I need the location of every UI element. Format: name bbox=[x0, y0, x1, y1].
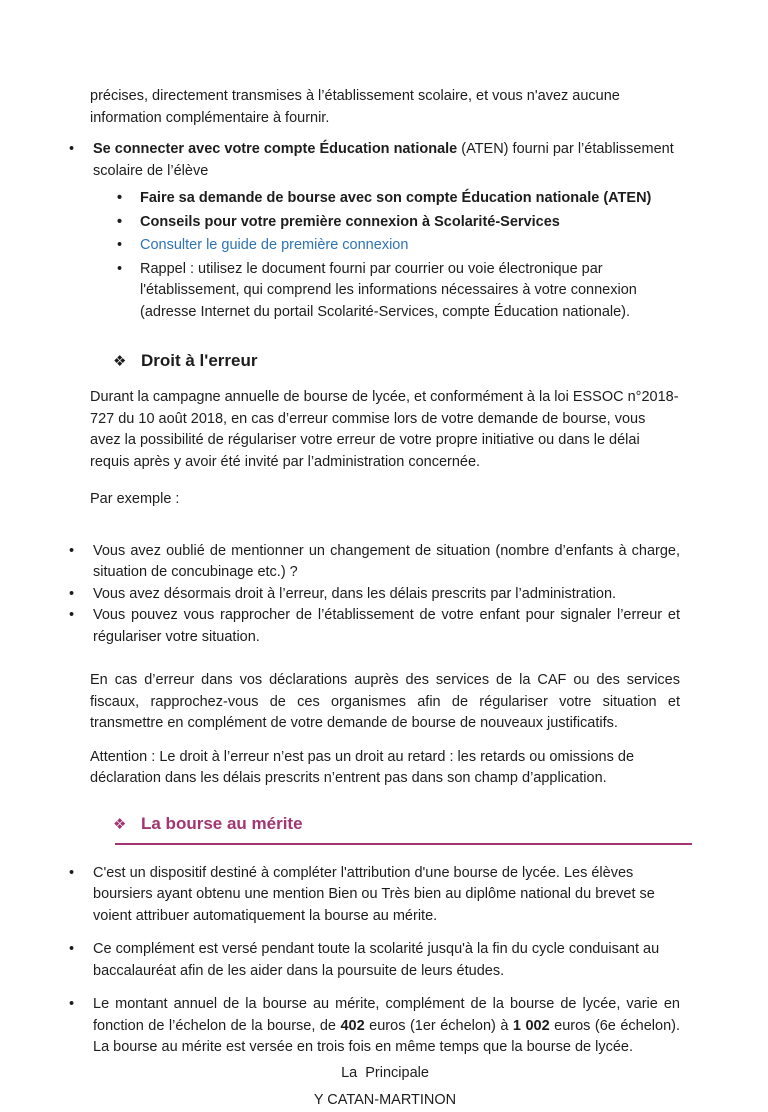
sub-bullet-guide bbox=[115, 235, 680, 257]
bullet-icon: • bbox=[69, 607, 75, 623]
section-rule bbox=[115, 843, 692, 845]
diamond-icon: ❖ bbox=[113, 352, 127, 370]
bullet-icon: • bbox=[69, 542, 75, 559]
bullet-complement-verse bbox=[66, 939, 680, 982]
para-attention: Attention : Le droit à l’erreur n’est pas un droit au retard : les retards ou omissions de déclaration dans les délais prescrits n’entrent pas dans son champ d’application. bbox=[90, 748, 635, 786]
bullet-icon: • bbox=[69, 941, 75, 957]
document-content bbox=[69, 86, 680, 1112]
bullet-oubli-changement-text: Vous avez oublié de mentionner un changement de situation (nombre d’enfants à charge, situation de concubinage etc.) ? bbox=[93, 542, 680, 580]
bullet-droit-erreur-delais-text: Vous avez désormais droit à l’erreur, dans les délais prescrits par l’administration. bbox=[93, 585, 617, 602]
bullet-rapprocher-etablissement-text: Vous pouvez vous rapprocher de l’établissement de votre enfant pour signaler l’erreur et régulariser votre situation. bbox=[93, 607, 680, 645]
section-heading-bourse-merite-text: La bourse au mérite bbox=[141, 813, 303, 833]
bullet-dispositif bbox=[66, 863, 680, 928]
sub-bullet-faire-demande-text: Faire sa demande de bourse avec son compte Éducation nationale (ATEN) bbox=[140, 190, 652, 206]
bullet-complement-verse-text: Ce complément est versé pendant toute la scolarité jusqu'à la fin du cycle conduisant au baccalauréat afin de les aider dans la poursuite de leurs études. bbox=[93, 941, 660, 979]
sub-bullet-conseils bbox=[115, 212, 680, 234]
diamond-icon: ❖ bbox=[113, 814, 127, 833]
bullet-icon: • bbox=[117, 190, 123, 206]
sub-bullet-faire-demande bbox=[115, 188, 680, 210]
bullet-icon: • bbox=[117, 213, 123, 230]
para-durant-campagne: Durant la campagne annuelle de bourse de lycée, et conformément à la loi ESSOC n°2018-727 du 10 août 2018, en cas d’erreur commise lors de votre demande de bourse, vous avez la possibilité de régulariser votre erreur de votre propre initiative ou dans le délai requis après y avoir été invité par l’administration concernée. bbox=[90, 389, 679, 470]
section-heading-droit-erreur-text: Droit à l'erreur bbox=[141, 351, 258, 370]
section-heading-droit-erreur bbox=[113, 349, 680, 373]
sub-bullet-rappel bbox=[115, 259, 680, 324]
bullet-se-connecter bbox=[66, 139, 680, 182]
link-guide-premiere-connexion[interactable]: Consulter le guide de première connexion bbox=[140, 237, 409, 253]
signature-name: Y CATAN-MARTINON bbox=[313, 1092, 457, 1108]
bullet-montant-annuel bbox=[66, 994, 680, 1059]
bullet-se-connecter-text: Se connecter avec votre compte Éducation nationale (ATEN) fourni par l’établissement scolaire de l’élève bbox=[93, 141, 674, 179]
section-heading-bourse-merite bbox=[113, 812, 680, 836]
bullet-rapprocher-etablissement bbox=[66, 605, 680, 648]
para-en-cas-erreur: En cas d’erreur dans vos déclarations auprès des services de la CAF ou des services fiscaux, rapprochez-vous de ces organismes afin de régulariser votre situation et transmettre en complément de votre demande de bourse de nouveaux justificatifs. bbox=[90, 672, 680, 731]
sub-bullet-rappel-text: Rappel : utilisez le document fourni par courrier ou voie électronique par l'établissement, qui comprend les informations nécessaires à votre connexion (adresse Internet du portail Scolarité-Services, compte Éducation nationale). bbox=[140, 260, 637, 320]
paragraph-continuation: précises, directement transmises à l’établissement scolaire, et vous n'avez aucune information complémentaire à fournir. bbox=[90, 88, 620, 126]
bullet-montant-annuel-text: Le montant annuel de la bourse au mérite, complément de la bourse de lycée, varie en fonction de l’échelon de la bourse, de 402 euros (1er échelon) à 1 002 euros (6e échelon). La bourse au mérite est versée en trois fois en même temps que la bourse de lycée. bbox=[93, 996, 680, 1055]
para-par-exemple: Par exemple : bbox=[90, 491, 180, 507]
bullet-icon: • bbox=[117, 237, 123, 253]
bullet-icon: • bbox=[69, 585, 75, 602]
signature-role: La Principale bbox=[341, 1064, 429, 1081]
bullet-dispositif-text: C'est un dispositif destiné à compléter l'attribution d'une bourse de lycée. Les élèves boursiers ayant obtenu une mention Bien ou Très bien au diplôme national du brevet se voient attribuer automatiquement la bourse au mérite. bbox=[93, 864, 655, 924]
bullet-icon: • bbox=[69, 996, 75, 1012]
bullet-droit-erreur-delais bbox=[66, 584, 680, 606]
bullet-oubli-changement bbox=[66, 541, 680, 584]
bullet-icon: • bbox=[117, 260, 123, 277]
bullet-icon: • bbox=[69, 141, 75, 157]
bullet-icon: • bbox=[69, 864, 75, 881]
sub-bullet-conseils-text: Conseils pour votre première connexion à Scolarité-Services bbox=[140, 213, 560, 230]
